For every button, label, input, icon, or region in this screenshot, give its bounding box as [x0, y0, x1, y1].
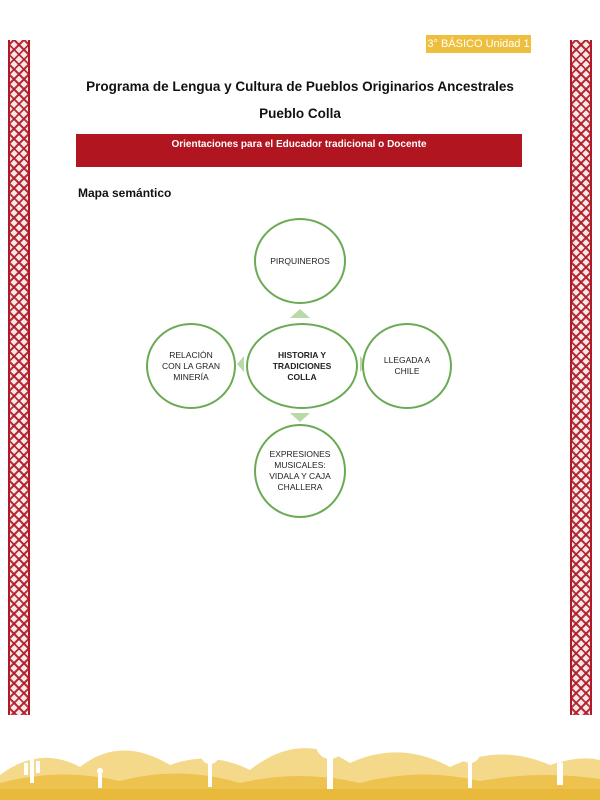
arrow-up-icon	[290, 309, 310, 318]
arrow-left-icon	[237, 356, 244, 372]
node-top-label: PIRQUINEROS	[270, 255, 330, 266]
node-bottom	[254, 424, 346, 518]
node-left	[146, 323, 236, 409]
node-center-label: HISTORIA Y TRADICIONES COLLA	[272, 349, 332, 382]
section-banner: Orientaciones para el Educador tradicional o Docente	[76, 134, 522, 167]
page-subtitle: Pueblo Colla	[259, 106, 341, 121]
section-heading: Mapa semántico	[78, 186, 172, 200]
page-title: Programa de Lengua y Cultura de Pueblos Originarios Ancestrales	[86, 79, 514, 94]
node-right-label: LLEGADA A CHILE	[383, 355, 431, 376]
arrow-down-icon	[290, 413, 310, 422]
node-right	[362, 323, 452, 409]
node-left-label: RELACIÓN CON LA GRAN MINERÍA	[161, 349, 221, 382]
grade-unit-badge: 3° BÁSICO Unidad 1	[426, 35, 531, 53]
node-top	[254, 218, 346, 304]
node-center	[246, 323, 358, 409]
footer-landscape-illustration	[0, 715, 600, 800]
left-decorative-border	[8, 40, 30, 730]
right-decorative-border	[570, 40, 592, 730]
node-bottom-label: EXPRESIONES MUSICALES: VIDALA Y CAJA CHALLERA	[269, 449, 331, 492]
